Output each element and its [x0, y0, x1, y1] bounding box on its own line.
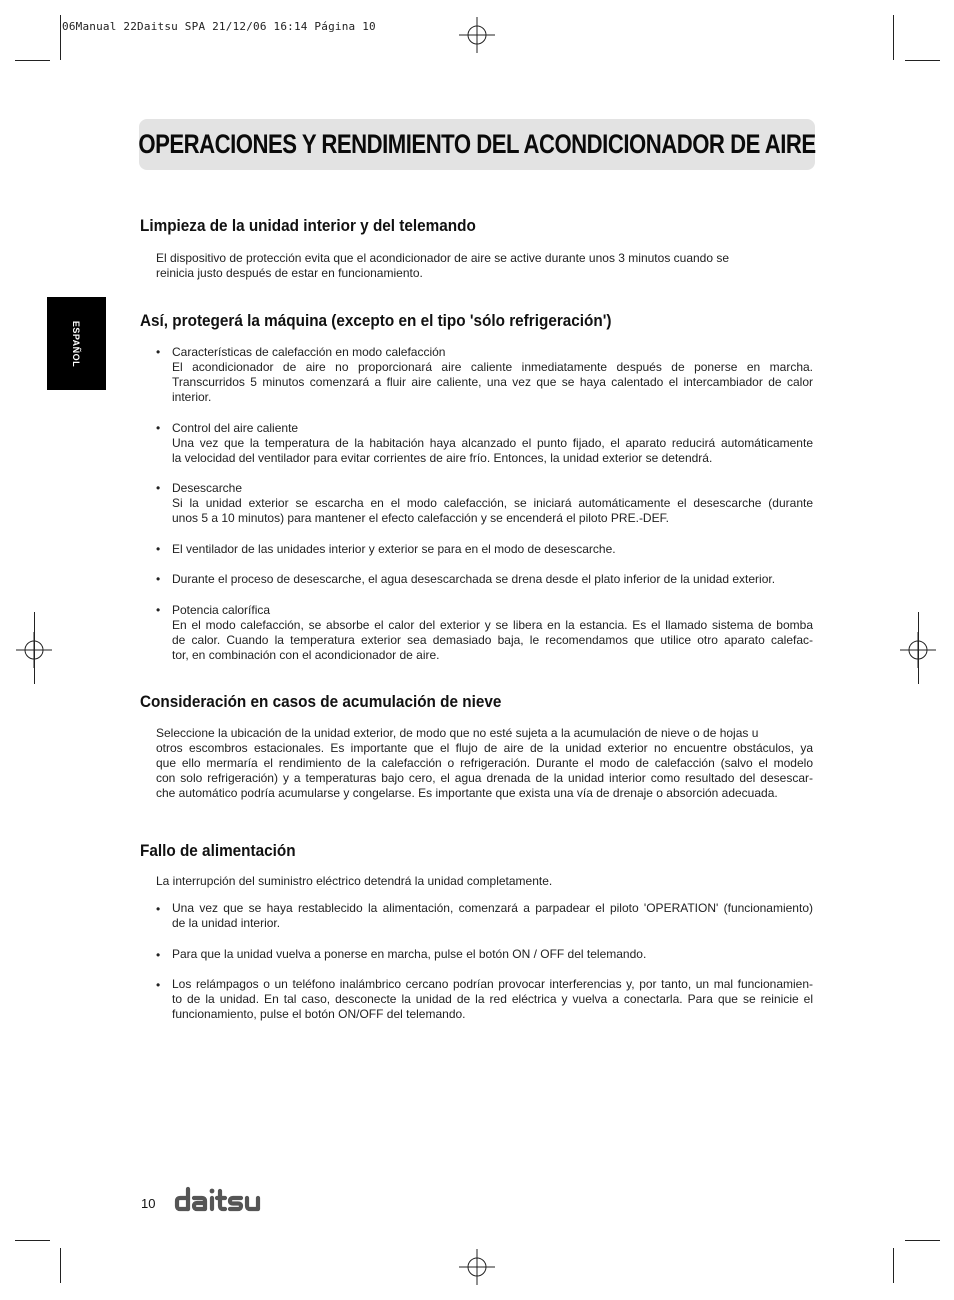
paragraph — [156, 874, 813, 889]
section-heading: Fallo de alimentación — [140, 841, 296, 860]
list-item — [172, 572, 813, 587]
list-item — [172, 421, 813, 466]
list-item — [172, 345, 813, 405]
text-line: unos 5 a 10 minutos) para mantener el efecto calefacción y se encenderá el piloto PRE.-DEF. — [172, 511, 669, 525]
text-line: El ventilador de las unidades interior y exterior se para en el modo de desescarche. — [172, 542, 616, 556]
list-item — [172, 542, 813, 557]
daitsu-logo — [173, 1185, 269, 1218]
text-line: Transcurridos 5 minutos comenzará a fluir aire caliente, una vez que se haya calentado el intercambiador de calor — [172, 375, 813, 389]
text-line: Seleccione la ubicación de la unidad exterior, de modo que no esté sujeta a la acumulación de nieve o de hojas u — [156, 726, 759, 740]
text-line: la velocidad del ventilador para evitar corrientes de aire frío. Entonces, la unidad exterior se detendrá. — [172, 451, 713, 465]
list-item — [172, 947, 813, 962]
paragraph — [156, 726, 813, 801]
section-heading: Consideración en casos de acumulación de nieve — [140, 692, 502, 711]
crop-mark — [60, 15, 61, 60]
text-line: de calor. Cuando la temperatura exterior sea demasiado baja, le recomendamos que utilice otro aparato calefac- — [172, 633, 813, 647]
text-line: que ello mermaría el rendimiento de la calefacción o refrigeración. Durante el modo de calefacción (salvo el modelo — [156, 756, 813, 770]
text-line: interior. — [172, 390, 212, 404]
registration-mark-icon — [459, 1249, 495, 1285]
section-heading: Así, protegerá la máquina (excepto en el tipo 'sólo refrigeración') — [140, 311, 612, 330]
crop-mark — [60, 1248, 61, 1283]
text-line: El acondicionador de aire no proporcionará aire caliente inmediatamente después de ponerse en marcha. — [172, 360, 813, 374]
crop-mark — [918, 612, 919, 684]
text-line: funcionamiento, pulse el botón ON/OFF del telemando. — [172, 1007, 466, 1021]
text-line: de la unidad interior. — [172, 916, 281, 930]
printer-mark: 06Manual 22Daitsu SPA 21/12/06 16:14 Página 10 — [62, 20, 376, 33]
crop-mark — [15, 1240, 50, 1241]
bullet-icon: • — [156, 542, 161, 556]
bullet-icon: • — [156, 978, 161, 992]
bullet-icon: • — [156, 572, 161, 586]
language-tab-label: ESPAÑOL — [71, 320, 82, 367]
paragraph — [156, 251, 813, 281]
bullet-icon: • — [156, 948, 161, 962]
crop-mark — [15, 60, 50, 61]
crop-mark — [905, 1240, 940, 1241]
section-heading: Limpieza de la unidad interior y del telemando — [140, 216, 476, 235]
crop-mark — [34, 612, 35, 684]
crop-mark — [893, 15, 894, 60]
text-line: Durante el proceso de desescarche, el agua desescarchada se drena desde el plato inferior de la unidad exterior. — [172, 572, 776, 586]
language-tab-label-wrap — [47, 297, 106, 390]
text-line: Una vez que la temperatura de la habitación haya alcanzado el punto fijado, el aparato reducirá automáticamente — [172, 436, 813, 450]
text-line: reinicia justo después de estar en funcionamiento. — [156, 266, 423, 280]
text-line: Los relámpagos o un teléfono inalámbrico cercano podrían provocar interferencias y, por tanto, un mal funcionamien- — [172, 977, 813, 991]
list-item — [172, 481, 813, 526]
bullet-icon: • — [156, 481, 161, 495]
text-line: Para que la unidad vuelva a ponerse en marcha, pulse el botón ON / OFF del telemando. — [172, 947, 647, 961]
text-line: El dispositivo de protección evita que el acondicionador de aire se active durante unos 3 minutos cuando se — [156, 251, 730, 265]
text-line: to de la unidad. En tal caso, desconecte la unidad de la red eléctrica y vuelva a conectarla. Para que se reinicie el — [172, 992, 813, 1006]
text-line: otros escombros estacionales. Es importante que el flujo de aire de la unidad exterior no encuentre obstáculos, ya — [156, 741, 813, 755]
text-line: Una vez que se haya restablecido la alimentación, comenzará a parpadear el piloto 'OPERATION' (funcionamiento) — [172, 901, 813, 915]
text-line: con solo refrigeración) y a temperaturas bajo cero, el agua drenada de la unidad interior como resultado del desescar- — [156, 771, 813, 785]
text-line: En el modo calefacción, se absorbe el calor del exterior y se libera en la estancia. Es el llamado sistema de bomba — [172, 618, 813, 632]
crop-mark — [905, 60, 940, 61]
text-line: Desescarche — [172, 481, 243, 495]
page-title: OPERACIONES Y RENDIMIENTO DEL ACONDICIONADOR DE AIRE — [138, 129, 816, 159]
text-line: tor, en combinación con el acondicionador de aire. — [172, 648, 440, 662]
bullet-icon: • — [156, 345, 161, 359]
text-line: Control del aire caliente — [172, 421, 299, 435]
list-item — [172, 603, 813, 663]
text-line: Si la unidad exterior se escarcha en el modo calefacción, se iniciará automáticamente el desescarche (durante — [172, 496, 813, 510]
page-number: 10 — [141, 1196, 156, 1211]
text-line: La interrupción del suministro eléctrico detendrá la unidad completamente. — [156, 874, 553, 888]
text-line: Potencia calorífica — [172, 603, 271, 617]
text-line: Características de calefacción en modo calefacción — [172, 345, 446, 359]
bullet-icon: • — [156, 421, 161, 435]
bullet-icon: • — [156, 603, 161, 617]
list-item — [172, 901, 813, 931]
crop-mark — [893, 1248, 894, 1283]
bullet-icon: • — [156, 902, 161, 916]
text-line: che automático podría acumularse y congelarse. Es importante que exista una vía de drenaje o absorción adecuada. — [156, 786, 778, 800]
list-item — [172, 977, 813, 1022]
registration-mark-icon — [459, 17, 495, 53]
